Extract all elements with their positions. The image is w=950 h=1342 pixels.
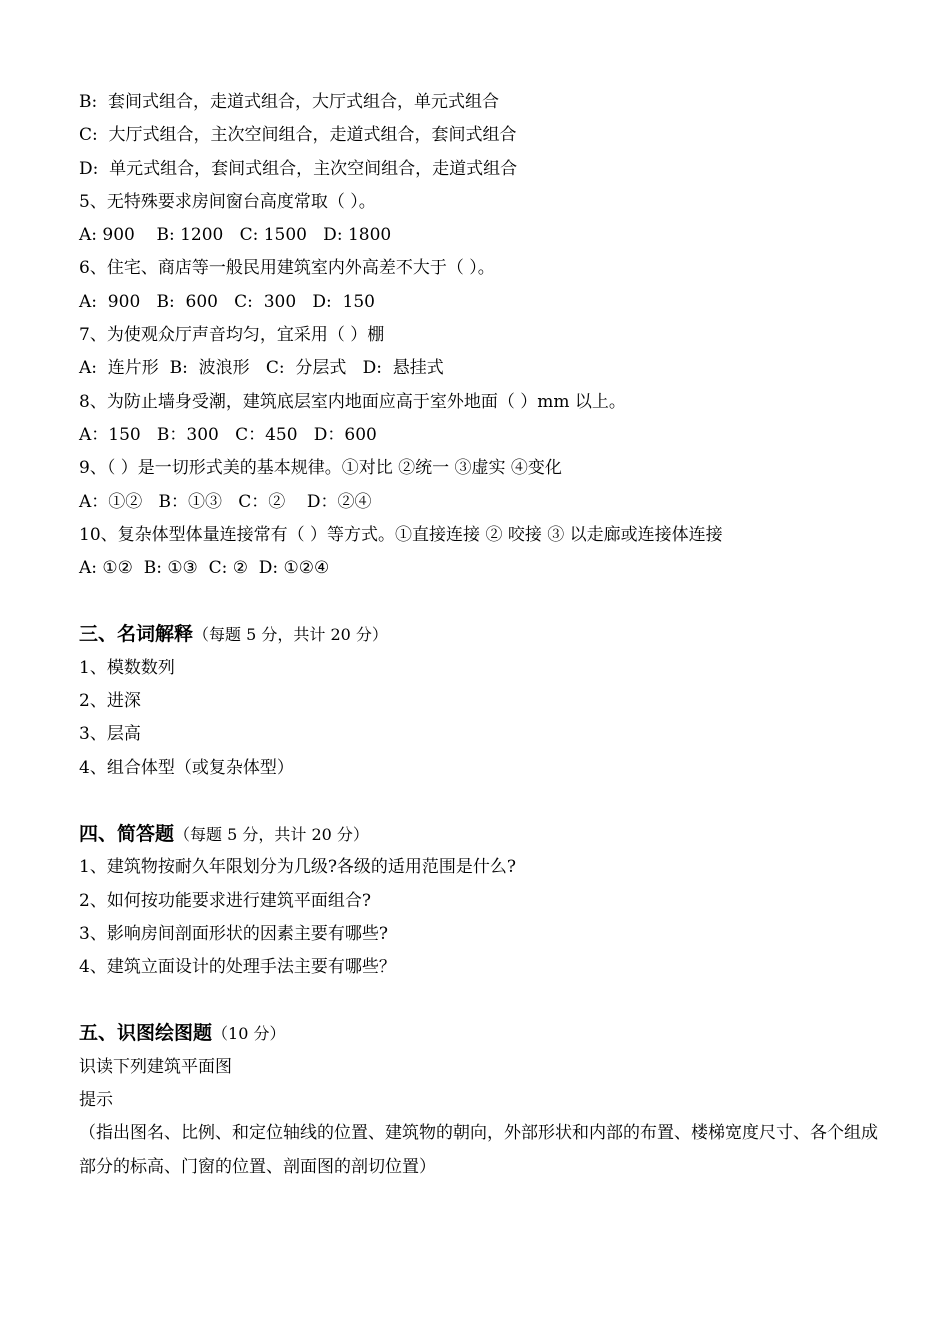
- q7-options: A: 连片形 B: 波浪形 C: 分层式 D: 悬挂式: [79, 358, 444, 379]
- section4-item: 3、影响房间剖面形状的因素主要有哪些?: [79, 923, 388, 944]
- q7-question: 7、为使观众厅声音均匀，宜采用（ ）棚: [79, 325, 385, 346]
- section4-item: 4、建筑立面设计的处理手法主要有哪些？: [79, 957, 396, 978]
- section5-hint-label: 提示: [79, 1090, 113, 1111]
- section4-item: 1、建筑物按耐久年限划分为几级?各级的适用范围是什么?: [79, 857, 517, 878]
- section4-heading: [79, 818, 889, 851]
- exam-page: [79, 86, 889, 1184]
- section3-item: 3、层高: [79, 724, 141, 745]
- section5-note: （10 分）: [212, 1024, 286, 1044]
- section3-heading: [79, 618, 889, 651]
- q10-question: 10、复杂体型体量连接常有（ ）等方式。①直接连接 ② 咬接 ③ 以走廊或连接体连接: [79, 524, 723, 545]
- q6-question: 6、住宅、商店等一般民用建筑室内外高差不大于（ ）。: [79, 258, 495, 279]
- q4-option-b: B: 套间式组合，走道式组合，大厅式组合，单元式组合: [79, 92, 500, 112]
- spacer: [79, 984, 889, 1017]
- q6-options: A: 900 B: 600 C: 300 D: 150: [79, 291, 375, 312]
- section3-item: 4、组合体型（或复杂体型）: [79, 757, 294, 778]
- section3-item: 1、模数数列: [79, 657, 175, 678]
- q4-option-d: D: 单元式组合，套间式组合，主次空间组合，走道式组合: [79, 158, 518, 179]
- section5-instruction: 识读下列建筑平面图: [79, 1056, 232, 1077]
- section3-item: 2、进深: [79, 691, 141, 712]
- section4-item: 2、如何按功能要求进行建筑平面组合?: [79, 890, 371, 911]
- spacer: [79, 585, 889, 618]
- section5-heading: [79, 1017, 889, 1050]
- q10-options: A: ①② B: ①③ C: ② D: ①②④: [79, 558, 330, 579]
- q8-question: 8、为防止墙身受潮，建筑底层室内地面应高于室外地面（ ）mm 以上。: [79, 391, 626, 412]
- q5-question: 5、无特殊要求房间窗台高度常取（ ）。: [79, 191, 376, 212]
- q4-option-c: C: 大厅式组合，主次空间组合，走道式组合，套间式组合: [79, 125, 517, 146]
- q8-options: A：150 B：300 C：450 D：600: [79, 424, 377, 445]
- section5-hint-text: （指出图名、比例、和定位轴线的位置、建筑物的朝向，外部形状和内部的布置、楼梯宽度尺寸、各个组成部分的标高、门窗的位置、剖面图的剖切位置）: [79, 1123, 878, 1177]
- q5-options: A: 900 B: 1200 C: 1500 D: 1800: [79, 225, 392, 246]
- q9-options: A：①② B：①③ C：② D：②④: [79, 491, 372, 512]
- q9-question: 9、（ ）是一切形式美的基本规律。①对比 ②统一 ③虚实 ④变化: [79, 458, 562, 479]
- spacer: [79, 785, 889, 818]
- section4-note: （每题 5 分，共计 20 分）: [174, 824, 369, 844]
- section4-title: 四、简答题: [79, 822, 175, 845]
- section5-title: 五、识图绘图题: [79, 1022, 213, 1045]
- section3-title: 三、名词解释: [79, 623, 194, 646]
- section3-note: （每题 5 分，共计 20 分）: [193, 625, 388, 645]
